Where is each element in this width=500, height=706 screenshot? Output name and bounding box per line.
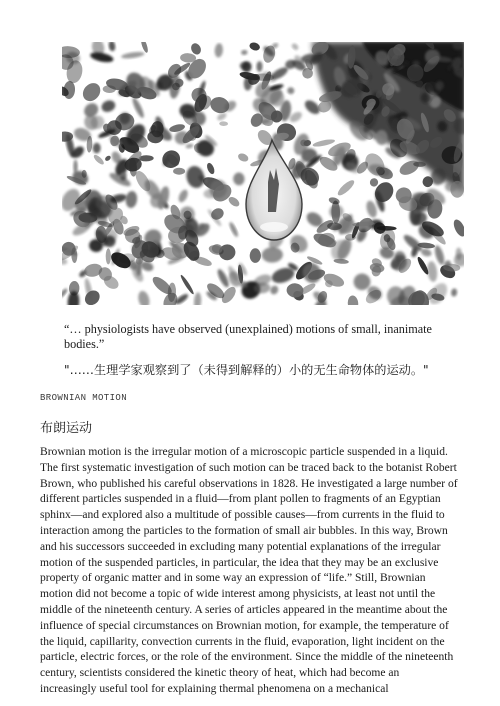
ink-blob: [193, 292, 201, 305]
ink-blob: [451, 288, 458, 297]
ink-blob: [329, 204, 345, 219]
ink-blob: [322, 271, 346, 289]
ink-blob: [179, 274, 195, 295]
ink-blob: [206, 162, 216, 175]
ink-blob: [208, 95, 231, 115]
ink-blob: [209, 206, 226, 222]
ink-blob: [173, 168, 185, 175]
ink-blob: [108, 42, 116, 52]
ink-blob: [365, 199, 379, 218]
ink-blob: [104, 155, 112, 162]
ink-blob: [185, 143, 194, 149]
ink-blob: [219, 121, 228, 126]
ink-blob: [137, 290, 152, 305]
ink-blob: [62, 287, 69, 298]
ink-blob: [216, 268, 231, 289]
ink-blob: [131, 96, 146, 119]
ink-blob: [270, 90, 284, 106]
ink-particles-artwork: [62, 42, 464, 305]
chinese-quote: "……生理学家观察到了（未得到解释的）小的无生命物体的运动。": [64, 363, 429, 377]
ink-blob: [106, 248, 111, 264]
ink-blob: [445, 182, 457, 192]
ink-blob: [100, 98, 117, 113]
body-paragraph: Brownian motion is the irregular motion of a microscopic particle suspended in a liquid. The first systematic investigation of such motion can be traced back to the botanist Robert Brown, who published his careful observations in 1828. He investigated a large number of different particles suspended in a fluid—from plant pollen to fragments of an Egyptian sphinx—and explored also a multitude of possible causes—from currents in the fluid to interaction among the particles to the formation of small air bubbles. In this way, Brown and his successors succeeded in excluding many potential explanations of the irregular motion of the suspended particles, in particular, the idea that they may be an exclusive property of organic matter and in some way an expression of “life.” Still, Brownian motion did not become a topic of wide interest among physicists, at least not until the middle of the nineteenth century. A series of articles appeared in the meantime about the influence of special circumstances on Brownian motion, for example, the temperature of the liquid, capillarity, convection currents in the fluid, evaporation, light incident on the particle, electric forces, or the role of the environment. Since the middle of the nineteenth century, scientists considered the kinetic theory of heat, which had become an increasingly useful tool for explaining thermal phenomena on a mechanical: [40, 446, 458, 695]
ink-blob: [261, 247, 283, 263]
english-quote: “… physiologists have observed (unexplained) motions of small, inanimate bodies.”: [64, 322, 432, 351]
droplet-particle: [246, 140, 302, 240]
ink-blob: [177, 188, 190, 203]
ink-blob: [108, 249, 133, 271]
ink-blob: [79, 80, 104, 105]
ink-blob: [451, 218, 464, 238]
ink-blob: [125, 190, 138, 208]
ink-blob: [214, 43, 223, 58]
ink-blob: [250, 248, 261, 263]
ink-blob: [184, 164, 207, 190]
ink-blob: [369, 262, 385, 273]
ink-blob: [237, 152, 250, 163]
ink-blob: [369, 178, 378, 188]
ink-blob: [228, 221, 240, 238]
ink-blob: [287, 232, 311, 256]
section-label: BROWNIAN MOTION: [40, 393, 128, 403]
ink-blob: [82, 287, 103, 305]
ink-blob: [248, 42, 260, 52]
section-title: 布朗运动: [40, 421, 93, 436]
ink-blob: [353, 273, 371, 291]
ink-wash-illustration: [62, 42, 464, 305]
ink-blob: [347, 295, 359, 305]
ink-blob: [256, 61, 262, 72]
ink-blob: [241, 50, 248, 56]
ink-blob: [312, 138, 335, 148]
ink-blob: [92, 153, 105, 166]
ink-blob: [286, 86, 296, 95]
ink-blob: [93, 143, 101, 154]
ink-blob: [269, 284, 280, 295]
ink-blob: [386, 285, 406, 305]
ink-blob: [433, 244, 446, 265]
ink-blob: [140, 42, 149, 53]
ink-blob: [291, 42, 300, 51]
ink-blob: [336, 178, 357, 198]
ink-blob: [70, 168, 90, 187]
ink-blob: [121, 51, 145, 60]
ink-blob: [233, 172, 245, 185]
ink-blob: [227, 195, 241, 208]
